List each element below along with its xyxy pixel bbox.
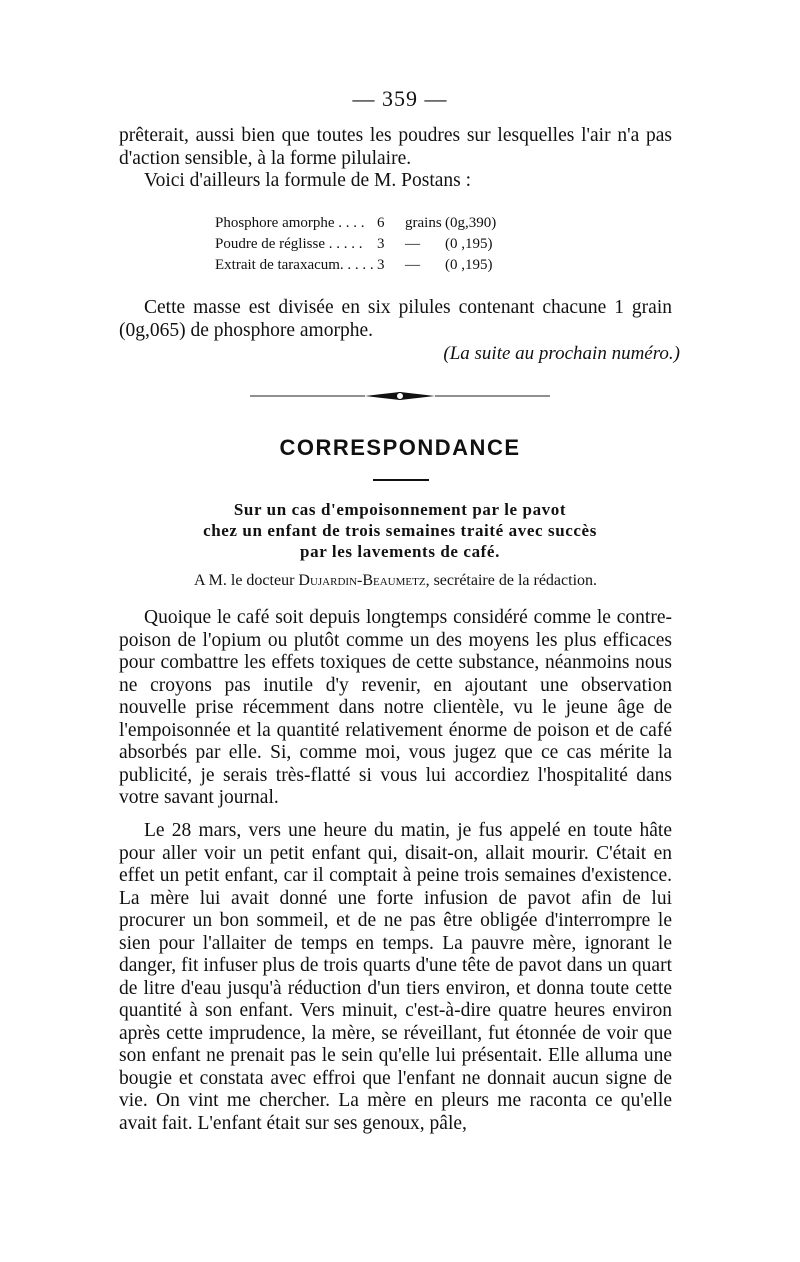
article-title-line: par les lavements de café. xyxy=(300,542,500,561)
ingredient-unit: grains xyxy=(405,215,442,231)
ingredient-quantity: 6 xyxy=(377,215,385,231)
ingredient-metric: (0g,390) xyxy=(445,215,497,231)
address-suffix: , secrétaire de la rédaction. xyxy=(425,572,598,589)
formula-note: Cette masse est divisée en six pilules contenant chacune 1 grain (0g,065) de phosphore amorphe. xyxy=(119,297,672,341)
ingredient-name: Extrait de taraxacum. . . . . xyxy=(215,257,374,273)
article-title xyxy=(0,499,800,562)
letter-body-1 xyxy=(119,607,672,810)
ingredient-unit: — xyxy=(405,236,420,252)
continuation-note: (La suite au prochain numéro.) xyxy=(443,343,680,364)
article-title-line: Sur un cas d'empoisonnement par le pavot xyxy=(233,500,567,519)
formula-row xyxy=(215,255,535,276)
formula-row xyxy=(215,213,535,234)
intro-paragraph: prêterait, aussi bien que toutes les poudres sur lesquelles l'air n'a pas d'action sensible, à la forme pilulaire. xyxy=(119,125,672,169)
formula-note-block xyxy=(119,297,672,342)
formula-table xyxy=(215,213,535,276)
section-heading: CORRESPONDANCE xyxy=(279,435,521,460)
letter-address xyxy=(119,572,672,590)
ingredient-metric: (0 ,195) xyxy=(445,236,493,252)
ingredient-name: Phosphore amorphe . . . . xyxy=(215,215,365,231)
ornament-divider-icon xyxy=(250,388,550,404)
ingredient-quantity: 3 xyxy=(377,257,385,273)
address-prefix: A M. le docteur xyxy=(193,572,299,589)
letter-body-2 xyxy=(119,820,672,1135)
body-paragraph: Quoique le café soit depuis longtemps considéré comme le contre-poison de l'opium ou plutôt comme un des moyens les plus efficaces pour combattre les effets toxiques de cette substance, néanmoins nous ne croyons pas inutile d'y revenir, en ajoutant une observation nouvelle prise récemment dans notre clientèle, vu le jeune âge de l'empoisonnée et la quantité relativement énorme de poison et de café absorbés par elle. Si, comme moi, vous jugez que ce cas mérite la publicité, je serais très-flatté si vous lui accordiez l'hospitalité dans votre savant journal. xyxy=(119,607,672,808)
address-name: Dujardin-Beaumetz xyxy=(298,572,426,589)
article-title-line: chez un enfant de trois semaines traité avec succès xyxy=(203,521,597,540)
ingredient-metric: (0 ,195) xyxy=(445,257,493,273)
intro-text xyxy=(119,125,672,193)
page-number: — 359 — xyxy=(352,86,448,111)
formula-row xyxy=(215,234,535,255)
ingredient-unit: — xyxy=(405,257,420,273)
formula-intro: Voici d'ailleurs la formule de M. Postans : xyxy=(144,170,472,191)
ingredient-quantity: 3 xyxy=(377,236,385,252)
ingredient-name: Poudre de réglisse . . . . . xyxy=(215,236,363,252)
body-paragraph: Le 28 mars, vers une heure du matin, je fus appelé en toute hâte pour aller voir un petit enfant qui, disait-on, allait mourir. C'était en effet un petit enfant, car il comptait à peine trois semaines d'existence. La mère lui avait donné une forte infusion de pavot afin de lui procurer un bon sommeil, et de ne pas être obligée d'interrompre le sien pour l'allaiter de temps en temps. La pauvre mère, ignorant le danger, fit infuser plus de trois quarts d'une tête de pavot dans un quart de litre d'eau jusqu'à réduction d'un tiers environ, et donna toute cette quantité à son enfant. Vers minuit, c'est-à-dire quatre heures environ après cette imprudence, la mère, se réveillant, fut étonnée de voir que son enfant ne prenait pas le sein qu'elle lui présentait. Elle alluma une bougie et constata avec effroi que l'enfant ne donnait aucun signe de vie. On vint me chercher. La mère en pleurs me raconta ce qu'elle avait fait. L'enfant était sur ses genoux, pâle, xyxy=(119,820,672,1134)
heading-rule xyxy=(373,479,429,481)
